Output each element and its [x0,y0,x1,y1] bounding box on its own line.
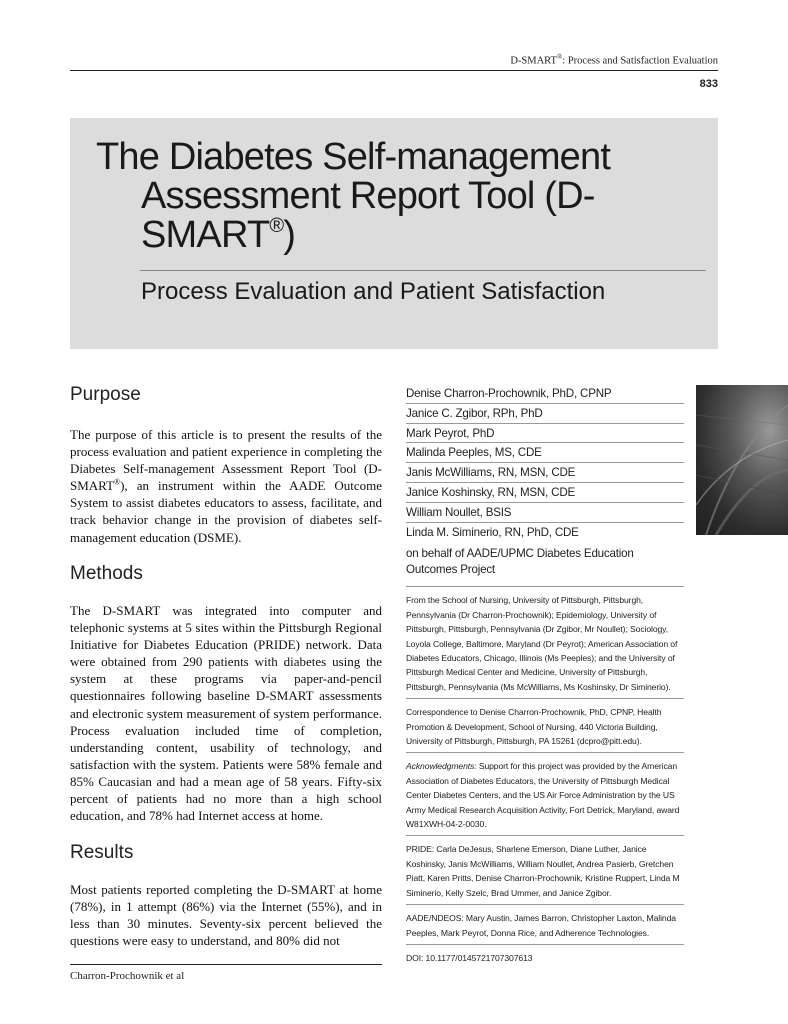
author-name: Janice C. Zgibor, RPh, PhD [406,404,684,424]
title-box [70,118,718,349]
decorative-side-image [696,385,788,535]
aade-ndeos-note: AADE/NDEOS: Mary Austin, James Barron, Christopher Laxton, Malinda Peeples, Mark Peyrot, Donna Rice, and Adherence Technologies. [406,905,684,945]
results-text: Most patients reported completing the D-SMART at home (78%), in 1 attempt (86%) via the Internet (55%), and in less than 30 minutes. Seventy-six percent believed the questions were easy to understand, and 80% did not [70,882,382,949]
pride-note: PRIDE: Carla DeJesus, Sharlene Emerson, Diane Luther, Janice Koshinsky, Janis McWilliams, William Noullet, Andrea Pasierb, Gretchen Piatt, Karen Pritts, Denise Charron-Prochownik, Kristine Ruppert, Linda M Siminerio, Kelly Szelc, Brad Ummer, and Janice Zgibor. [406,836,684,905]
footer-author-line: Charron-Prochownik et al [70,970,185,982]
author-name: Malinda Peeples, MS, CDE [406,443,684,463]
methods-heading: Methods [70,563,143,584]
on-behalf-of: on behalf of AADE/UPMC Diabetes Education Outcomes Project [406,546,684,587]
author-name: Janis McWilliams, RN, MSN, CDE [406,463,684,483]
purpose-registered-mark: ® [114,477,121,487]
acknowledgments-label: Acknowledgments: [406,761,477,772]
running-title-pre: D-SMART [510,55,557,67]
page-number: 833 [699,78,718,90]
purpose-heading: Purpose [70,384,141,405]
results-heading: Results [70,842,134,863]
doi-note: DOI: 10.1177/0145721707307613 [406,952,533,963]
author-list [406,384,684,542]
title-registered-mark: ® [269,215,284,237]
author-name: Mark Peyrot, PhD [406,424,684,444]
article-title [96,138,704,255]
author-name: Linda M. Siminerio, RN, PhD, CDE [406,525,579,539]
title-close-paren: ) [283,214,296,256]
acknowledgments-note [406,753,684,836]
header-rule [70,70,718,71]
purpose-text-part1: The purpose of this article is to present the results of the process evaluation and patient experience in completing the Diabetes Self-management Assessment Report Tool (D-SMART [70,427,382,494]
author-name: Janice Koshinsky, RN, MSN, CDE [406,483,684,503]
purpose-text-part2: ), an instrument within the AADE Outcome System to assist diabetes educators to assess, facilitate, and track behavior change in the provision of diabetes self-management education (DSME). [70,478,382,545]
running-title-post: : Process and Satisfaction Evaluation [562,55,718,67]
author-column [406,384,684,969]
article-subtitle: Process Evaluation and Patient Satisfaction [141,278,606,305]
affiliations-note: From the School of Nursing, University of Pittsburgh, Pittsburgh, Pennsylvania (Dr Charron-Prochownik); Epidemiology, University of Pittsburgh, Pittsburgh, Pennsylvania (Dr Zgibor, Mr Noullet); Sociology, Loyola College, Baltimore, Maryland (Dr Peyrot); American Association of Diabetes Educators, Chicago, Illinois (Ms Peeples); and the University of Pittsburgh Medical Center and Medicine, University of Pittsburgh, Pittsburgh, Pennsylvania (Ms McWilliams, Ms Koshinsky, Dr Siminerio). [406,587,684,699]
title-text: The Diabetes Self-management Assessment Report Tool (D-SMART [96,136,611,256]
abstract-pattern-graphic [696,385,788,535]
purpose-text [70,426,382,546]
author-name: William Noullet, BSIS [406,503,684,523]
author-name: Denise Charron-Prochownik, PhD, CPNP [406,384,684,404]
methods-text: The D-SMART was integrated into computer and telephonic systems at 5 sites within the Pittsburgh Regional Initiative for Diabetes Education (PRIDE) network. Data were obtained from 290 patients with diabetes using the system at these programs via paper-and-pencil questionnaires following baseline D-SMART assessments and electronic system measurement of system performance. Process evaluation included time of completion, understanding content, usability of technology, and satisfaction with the system. Patients were 58% female and 85% Caucasian and had a mean age of 58 years. Fifty-six percent of patients had no more than a high school education, and 78% had Internet access at home. [70,603,382,824]
correspondence-note: Correspondence to Denise Charron-Prochownik, PhD, CPNP, Health Promotion & Development, School of Nursing, 440 Victoria Building, University of Pittsburgh, Pittsburgh, PA 15261 (dcpro@pitt.edu). [406,699,684,753]
title-rule [140,270,706,271]
footer-rule [70,964,382,965]
running-head [70,53,718,67]
acknowledgments-text: Support for this project was provided by the American Association of Diabetes Educators, the University of Pittsburgh Medical Center Diabetes Centers, and the US Air Force Administration by the US Army Medical Research Acquisition Activity, Fort Detrick, Maryland, award W81XWH-04-2-0030. [406,761,680,830]
registered-mark: ® [556,53,563,61]
